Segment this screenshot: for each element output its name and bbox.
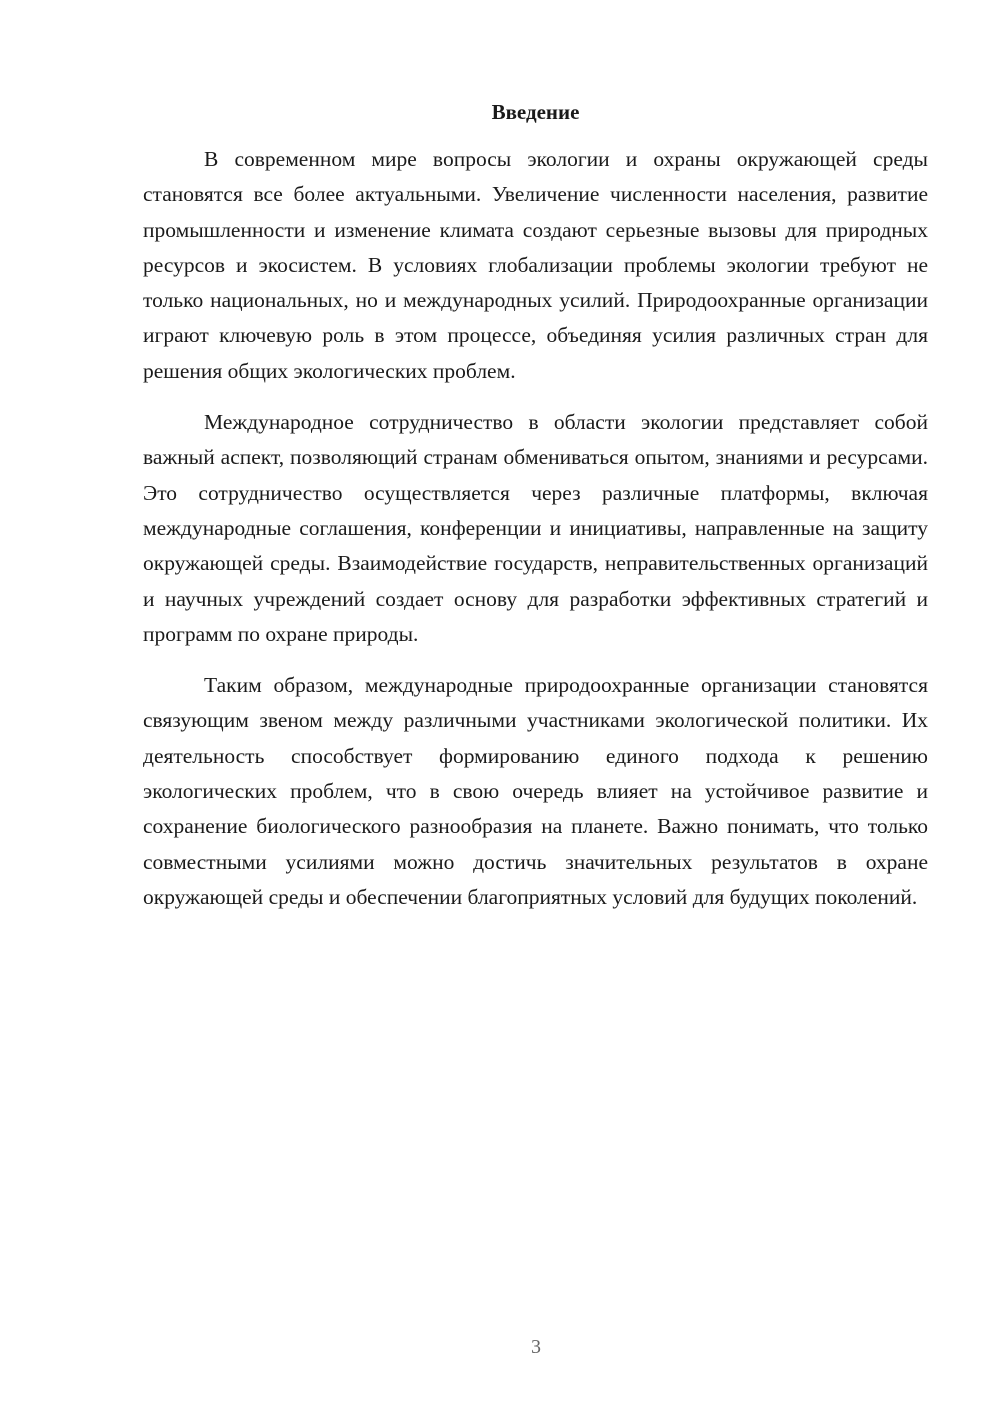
document-body [143,142,928,931]
paragraph-3: Таким образом, международные природоохранные организации становятся связующим звеном между различными участниками экологической политики. Их деятельность способствует формированию единого подхода к решению экологических проблем, что в свою очередь влияет на устойчивое развитие и сохранение биологического разнообразия на планете. Важно понимать, что только совместными усилиями можно достичь значительных результатов в охране окружающей среды и обеспечении благоприятных условий для будущих поколений. [143,673,928,909]
paragraph-2: Международное сотрудничество в области экологии представляет собой важный аспект, позволяющий странам обмениваться опытом, знаниями и ресурсами. Это сотрудничество осуществляется через различные платформы, включая международные соглашения, конференции и инициативы, направленные на защиту окружающей среды. Взаимодействие государств, неправительственных организаций и научных учреждений создает основу для разработки эффективных стратегий и программ по охране природы. [143,410,928,646]
page-title: Введение [491,100,580,124]
paragraph-1: В современном мире вопросы экологии и охраны окружающей среды становятся все более актуальными. Увеличение численности населения, развитие промышленности и изменение климата создают серьезные вызовы для природных ресурсов и экосистем. В условиях глобализации проблемы экологии требуют не только национальных, но и международных усилий. Природоохранные организации играют ключевую роль в этом процессе, объединяя усилия различных стран для решения общих экологических проблем. [143,147,928,383]
page-number: 3 [531,1336,541,1358]
